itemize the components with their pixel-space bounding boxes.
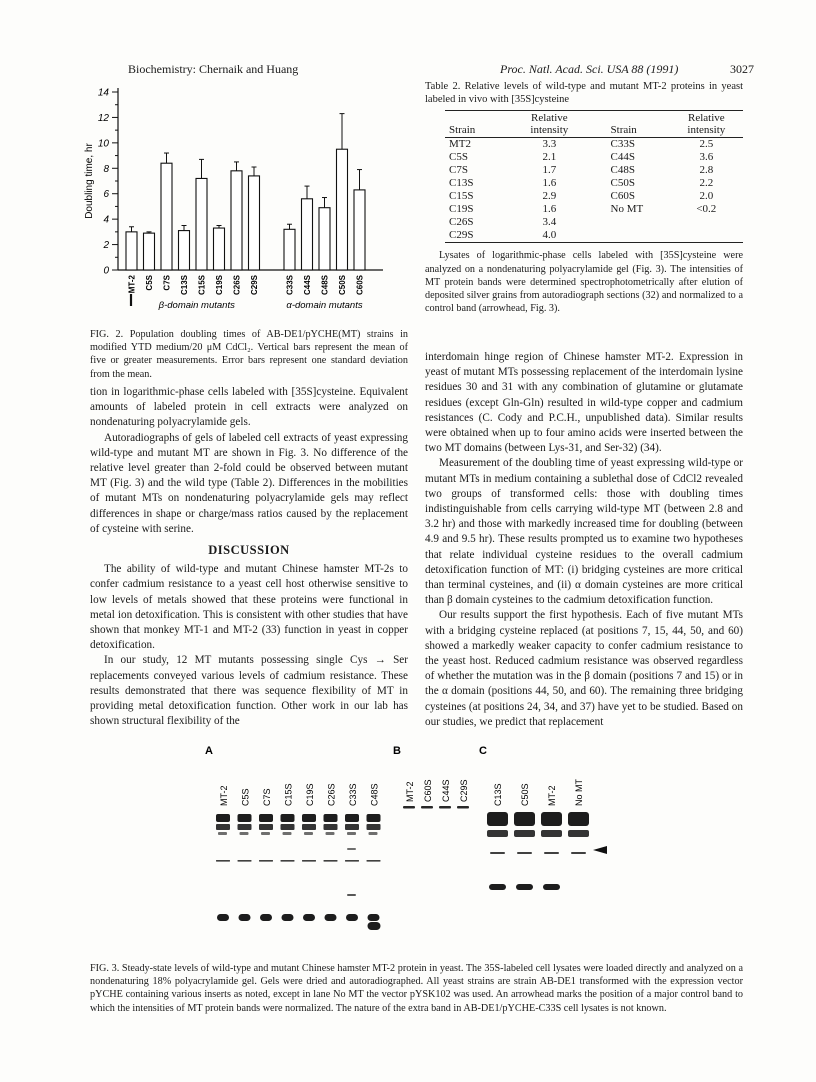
x-tick-label: C44S	[303, 275, 312, 296]
gel-band	[218, 832, 227, 835]
figure-3-gels	[195, 744, 615, 954]
gel-band	[281, 824, 295, 830]
gel-band	[345, 860, 359, 862]
figure-2-chart	[78, 80, 408, 325]
gel-band	[368, 914, 380, 921]
table-row	[445, 216, 743, 229]
gel-band	[568, 812, 589, 826]
gel-band	[489, 884, 506, 890]
table-cell: MT2	[449, 138, 471, 151]
lane-label: C7S	[262, 788, 272, 806]
y-tick-label: 4	[103, 214, 109, 226]
gel-band	[281, 814, 295, 822]
gel-band	[421, 806, 433, 809]
lane-label: C60S	[423, 779, 433, 802]
lane-label: C19S	[305, 783, 315, 806]
gel-band	[326, 832, 335, 835]
gel-band	[302, 814, 316, 822]
gel-band	[324, 824, 338, 830]
lane-label: MT-2	[405, 781, 415, 802]
table-cell: 2.2	[699, 177, 714, 190]
y-tick-label: 14	[97, 87, 109, 99]
lane-label: No MT	[574, 779, 584, 806]
bar	[354, 190, 365, 270]
table-cell: 2.5	[699, 138, 714, 151]
gel-band	[302, 824, 316, 830]
lane-label: MT-2	[547, 785, 557, 806]
paragraph: interdomain hinge region of Chinese hamster MT-2. Expression in yeast of mutant MTs possessing replacement of the interdomain lysine residues 30 and 31 with any combination of glutamine or glutamate residues (except Gln-Gln) resulted in wild-type copper and cadmium resistances (C. Cody and P.C.H., unpublished data). Similar results were obtained when up to four amino acids were inserted between the two MT domains (between Lys-31, and Ser-32) (34).	[425, 351, 743, 455]
lane-label: C29S	[459, 779, 469, 802]
gel-band	[541, 812, 562, 826]
gel-band	[216, 860, 230, 862]
table-2-grid	[445, 110, 743, 243]
gel-band	[347, 848, 356, 850]
figure-2-caption: FIG. 2. Population doubling times of AB-DE1/pYCHE(MT) strains in modified YTD medium/20 μM CdCl₂. Vertical bars represent the mean of five or greater measurements. Error bars represent one standard deviation from the mean.	[90, 329, 408, 380]
gel-band	[514, 812, 535, 826]
x-tick-label: C7S	[162, 275, 172, 291]
x-tick-label: MT-2	[127, 275, 137, 294]
y-tick-label: 8	[103, 163, 109, 175]
x-tick-label: C48S	[320, 275, 330, 296]
gel-band	[303, 914, 315, 921]
gel-band	[457, 806, 469, 809]
bar	[319, 208, 330, 270]
table-cell: 3.3	[542, 138, 557, 151]
y-tick-label: 2	[103, 240, 109, 252]
x-tick-label: C33S	[285, 275, 295, 296]
page-number: 3027	[730, 62, 754, 76]
table-2-title: Table 2. Relative levels of wild-type and mutant MT-2 proteins in yeast labeled in vivo with [35S]cysteine	[425, 81, 743, 106]
figure-3-caption: FIG. 3. Steady-state levels of wild-type and mutant Chinese hamster MT-2 protein in yeast. The 35S-labeled cell lysates were loaded directly and analyzed on a nondenaturing 18% polyacrylamide gel. Gels were dried and autoradiographed. All yeast strains are strain AB-DE1 transformed with the expression vector pYCHE containing various inserts as noted, except in lane No MT the vector pYSK102 was used. An arrowhead marks the position of a major control band to which the intensities of MT protein bands were normalized. The nature of the extra band in AB-DE1/pYCHE-C33S cell lysates is not known.	[90, 963, 743, 1014]
right-column	[425, 350, 743, 730]
gel-band	[216, 814, 230, 822]
table-cell: C15S	[449, 190, 474, 203]
gel-band	[347, 832, 356, 835]
table-cell: 2.8	[699, 164, 714, 177]
y-tick-label: 0	[103, 265, 109, 277]
y-tick-label: 12	[97, 112, 109, 124]
table-cell: 1.6	[542, 203, 557, 216]
gel-band	[259, 814, 273, 822]
x-tick-label: C50S	[338, 275, 347, 296]
running-header-left: Biochemistry: Chernaik and Huang	[128, 62, 299, 76]
table-cell: 2.0	[699, 190, 714, 203]
gel-band	[368, 922, 381, 930]
gel-band	[260, 914, 272, 921]
gel-band	[367, 860, 381, 862]
gel-band	[240, 832, 249, 835]
gel-band	[514, 830, 535, 837]
table-cell: 2.1	[542, 151, 557, 164]
paragraph: tion in logarithmic-phase cells labeled with [35S]cysteine. Equivalent amounts of labeled protein in cell extracts were analyzed on nondenaturing polyacrylamide gels.	[90, 386, 408, 429]
table-cell: 2.9	[542, 190, 557, 203]
gel-band	[544, 852, 559, 854]
gel-band	[347, 894, 356, 896]
table-cell: C50S	[610, 177, 635, 190]
table-cell: C60S	[610, 190, 635, 203]
gel-band	[487, 830, 508, 837]
bar	[249, 176, 260, 270]
table-cell: 3.4	[542, 216, 557, 229]
section-heading: DISCUSSION	[208, 543, 290, 558]
gel-band	[216, 824, 230, 830]
table-header: Relative intensity	[687, 112, 726, 137]
lane-label: C48S	[369, 783, 380, 806]
paragraph: In our study, 12 MT mutants possessing single Cys → Ser replacements conveyed various levels of cadmium resistance. These results demonstrated that there was sequence flexibility of MT in providing metal detoxification function. Other work in our lab has shown structural flexibility of the	[90, 654, 408, 728]
group-label: β-domain mutants	[158, 300, 235, 311]
table-cell: C26S	[449, 216, 474, 229]
table-row	[445, 151, 743, 164]
table-cell: C13S	[449, 177, 474, 190]
table-cell: 3.6	[699, 151, 714, 164]
gel-band	[369, 832, 378, 835]
gel-band	[568, 830, 589, 837]
gel-band	[238, 860, 252, 862]
gel-band	[302, 860, 316, 862]
gel-band	[346, 914, 358, 921]
table-cell: C5S	[449, 151, 468, 164]
gel-band	[516, 884, 533, 890]
table-cell: C19S	[449, 203, 474, 216]
gel-band	[345, 824, 359, 830]
panel-label: B	[393, 745, 401, 757]
gel-band	[282, 914, 294, 921]
lane-label: C5S	[240, 788, 251, 806]
lane-label: C13S	[493, 783, 503, 806]
gel-band	[487, 812, 508, 826]
x-tick-label: C19S	[215, 275, 224, 296]
gel-band	[571, 852, 586, 854]
table-row	[445, 190, 743, 203]
control-band-arrowhead	[593, 846, 607, 854]
lane-label: C33S	[348, 783, 358, 806]
group-label: α-domain mutants	[286, 300, 363, 311]
bar	[302, 199, 313, 270]
table-row	[445, 138, 743, 152]
table-header: Strain	[449, 124, 476, 137]
gel-band	[324, 860, 338, 862]
lane-label: MT-2	[219, 785, 229, 806]
x-tick-label: C26S	[232, 275, 242, 296]
panel-label: C	[479, 745, 487, 757]
table-cell: C7S	[449, 164, 468, 177]
paragraph: The ability of wild-type and mutant Chinese hamster MT-2s to confer cadmium resistance to a yeast cell host otherwise sensitive to low levels of metals showed that these proteins were functional in metal ion detoxification. This is consistent with other studies that have shown that monkey MT-1 and MT-2 (33) function in yeast in copper detoxification.	[90, 563, 408, 652]
gel-band	[367, 814, 381, 822]
gel-band	[325, 914, 337, 921]
table-cell: C44S	[610, 151, 635, 164]
table-cell: C48S	[610, 164, 635, 177]
x-tick-label: C15S	[197, 275, 207, 296]
gel-band	[490, 852, 505, 854]
running-header-journal: Proc. Natl. Acad. Sci. USA 88 (1991)	[500, 62, 679, 76]
table-cell	[670, 229, 743, 243]
table-cell: C29S	[449, 229, 474, 242]
x-tick-label: C13S	[180, 275, 189, 296]
paragraph: Measurement of the doubling time of yeast expressing wild-type or mutant MTs in medium containing a sublethal dose of CdCl2 revealed two groups of transformed cells: those with doubling times indistinguishable from cells carrying wild-type MT (between 2.8 and 3.2 hr) and those with markedly increased time for doubling (between 4.9 and 9.5 hr). These results prompted us to examine two hypotheses that relate individual cysteine residues to the overall cadmium detoxification function of MT: (i) bridging cysteines are more critical than terminal cysteines, and (ii) α domain cysteines are more critical than β domain cysteines to the cadmium detoxification function.	[425, 457, 743, 607]
bar	[284, 229, 295, 270]
table-cell	[591, 216, 670, 229]
bar	[161, 163, 172, 270]
table-2	[425, 80, 743, 315]
bar	[337, 149, 348, 270]
gel-band	[283, 832, 292, 835]
gel-band	[367, 824, 381, 830]
gel-band	[217, 914, 229, 921]
gel-band	[541, 830, 562, 837]
x-tick-label: C29S	[250, 275, 259, 296]
table-cell: 4.0	[542, 229, 557, 242]
left-column	[90, 385, 408, 729]
y-tick-label: 6	[103, 189, 109, 201]
table-cell: 1.7	[542, 164, 557, 177]
panel-label: A	[205, 745, 213, 757]
gel-band	[543, 884, 560, 890]
gel-band	[261, 832, 270, 835]
lane-label: C26S	[326, 783, 337, 806]
x-tick-label: C5S	[145, 275, 154, 291]
lane-label: C15S	[283, 783, 294, 806]
gel-band	[304, 832, 313, 835]
y-tick-label: 10	[97, 138, 109, 150]
table-cell: <0.2	[696, 203, 717, 216]
bar	[179, 231, 190, 270]
table-cell: 1.6	[542, 177, 557, 190]
table-2-footnote: Lysates of logarithmic-phase cells labeled with [35S]cysteine were analyzed on a nondenaturing polyacrylamide gel (Fig. 3). The intensities of MT protein bands were determined spectrophotometrically after elution of deposited silver grains from autoradiograph sections (32) and normalized to a control band (arrowhead, Fig. 3).	[425, 250, 743, 315]
gel-band	[345, 814, 359, 822]
table-row	[445, 229, 743, 243]
gel-band	[259, 860, 273, 862]
x-tick-label: C60S	[355, 275, 365, 296]
table-row	[445, 177, 743, 190]
table-cell: C33S	[610, 138, 635, 151]
table-row	[445, 203, 743, 216]
bar	[126, 232, 137, 270]
gel-band	[324, 814, 338, 822]
table-header: Strain	[610, 124, 637, 137]
paragraph: Our results support the first hypothesis. Each of five mutant MTs with a bridging cysteine replaced (at positions 7, 15, 44, 50, and 60) showed a markedly weaker capacity to confer cadmium resistance to the yeast host. Reduced cadmium resistance was observed regardless of whether the mutation was in the β domain (positions 7 and 15) or in the α domain (positions 44, 50, and 60). The remaining three bridging cysteines (at positions 24, 34, and 37) have yet to be studied. Based on our studies, we predict that replacement	[425, 609, 743, 728]
gel-band	[517, 852, 532, 854]
table-cell: No MT	[610, 203, 644, 216]
lane-label: C50S	[520, 783, 530, 806]
paragraph: Autoradiographs of gels of labeled cell extracts of yeast expressing wild-type and mutant MT are shown in Fig. 3. No difference of the relative level greater than 2-fold could be observed between mutant MT (Fig. 3) and the wild type (Table 2). Differences in the mobilities of mutant MTs on nondenaturing polyacrylamide gels may reflect differences in shape or charge/mass ratios caused by the replacement of cysteine with serine.	[90, 431, 408, 535]
gel-band	[403, 806, 415, 809]
table-header: Relative intensity	[530, 112, 569, 137]
table-cell	[670, 216, 743, 229]
table-row	[445, 164, 743, 177]
table-cell	[591, 229, 670, 243]
gel-band	[259, 824, 273, 830]
gel-band	[281, 860, 295, 862]
bar	[214, 228, 225, 270]
bar	[231, 171, 242, 270]
lane-label: C44S	[441, 779, 451, 802]
bar	[196, 178, 207, 270]
gel-band	[239, 914, 251, 921]
bar	[144, 233, 155, 270]
gel-band	[238, 814, 252, 822]
gel-band	[439, 806, 451, 809]
y-axis-label: Doubling time, hr	[84, 143, 95, 219]
gel-band	[238, 824, 252, 830]
